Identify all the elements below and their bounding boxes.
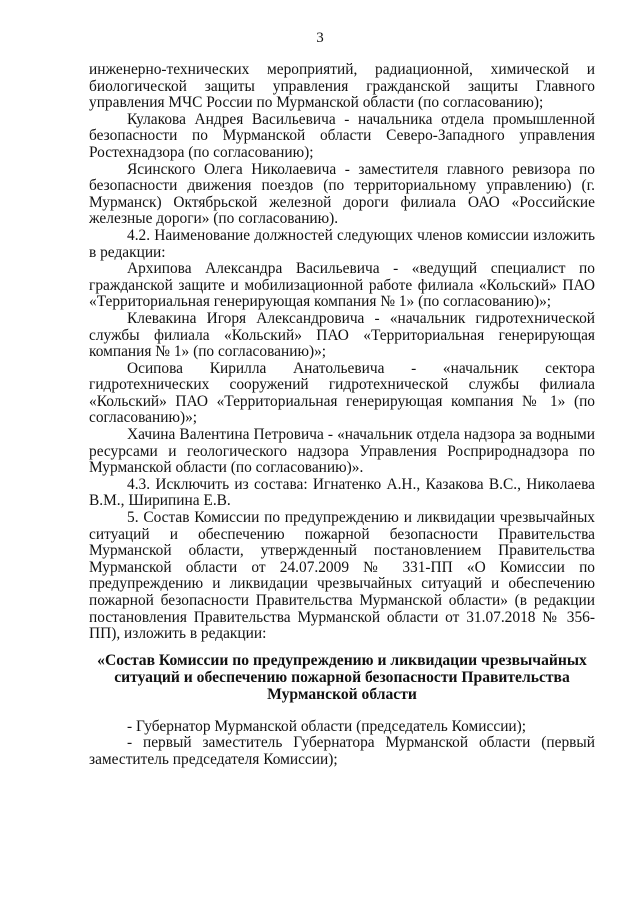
paragraph-kulakov: Кулакова Андрея Васильевича - начальника отдела промышленной безопасности по Мурманской области Северо-Западного управления Ростехнадзора (по согласованию); bbox=[89, 110, 595, 161]
page-number: 3 bbox=[316, 30, 324, 46]
paragraph-section-4-3: 4.3. Исключить из состава: Игнатенко А.Н., Казакова В.С., Николаева В.М., Ширипина Е.В. bbox=[89, 475, 595, 510]
list-item-governor: - Губернатор Мурманской области (председатель Комиссии); bbox=[127, 717, 527, 735]
paragraph-civil-defense: инженерно-технических мероприятий, радиационной, химической и биологической защиты управления гражданской защиты Главного управления МЧС России по Мурманской области (по согласованию); bbox=[89, 61, 595, 112]
paragraph-yasinsky: Ясинского Олега Николаевича - заместителя главного ревизора по безопасности движения поездов (по территориальному управлению) (г. Мурманск) Октябрьской железной дороги филиала ОАО «Российские железные дороги» (по согласованию). bbox=[89, 160, 595, 228]
paragraph-osipov: Осипова Кирилла Анатольевича - «начальник сектора гидротехнических сооружений гидротехнической службы филиала «Кольский» ПАО «Территориальная генерирующая компания № 1» (по согласованию)»; bbox=[89, 359, 595, 427]
commission-composition-title: «Состав Комиссии по предупреждению и ликвидации чрезвычайных ситуаций и обеспечению пожарной безопасности Правительства Мурманской области bbox=[97, 651, 587, 703]
paragraph-khachin: Хачина Валентина Петровича - «начальник отдела надзора за водными ресурсами и геологического надзора Управления Росприроднадзора по Мурманской области (по согласованию)». bbox=[89, 426, 595, 477]
spacer bbox=[89, 703, 595, 719]
paragraph-klevakin: Клевакина Игоря Александровича - «начальник гидротехнической службы филиала «Кольский» ПАО «Территориальная генерирующая компания № 1» (по согласованию)»; bbox=[89, 309, 595, 361]
paragraph-section-5: 5. Состав Комиссии по предупреждению и ликвидации чрезвычайных ситуаций и обеспечению пожарной безопасности Правительства Мурманской области, утвержденный постановлением Правительства Мурманской области от 24.07.2009 № 331-ПП «О Комиссии по предупреждению и ликвидации чрезвычайных ситуаций и обеспечению пожарной безопасности Правительства Мурманской области» (в редакции постановления Правительства Мурманской области от 31.07.2018 № 356-ПП), изложить в редакции: bbox=[89, 509, 595, 643]
list-item-first-deputy: - первый заместитель Губернатора Мурманской области (первый заместитель председателя Комиссии); bbox=[89, 734, 595, 768]
paragraph-arkhipov: Архипова Александра Васильевича - «ведущий специалист по гражданской защите и мобилизационной работе филиала «Кольский» ПАО «Территориальная генерирующая компания № 1» (по согласованию)»; bbox=[89, 260, 595, 311]
paragraph-section-4-2: 4.2. Наименование должностей следующих членов комиссии изложить в редакции: bbox=[89, 226, 595, 261]
document-body bbox=[89, 62, 595, 769]
